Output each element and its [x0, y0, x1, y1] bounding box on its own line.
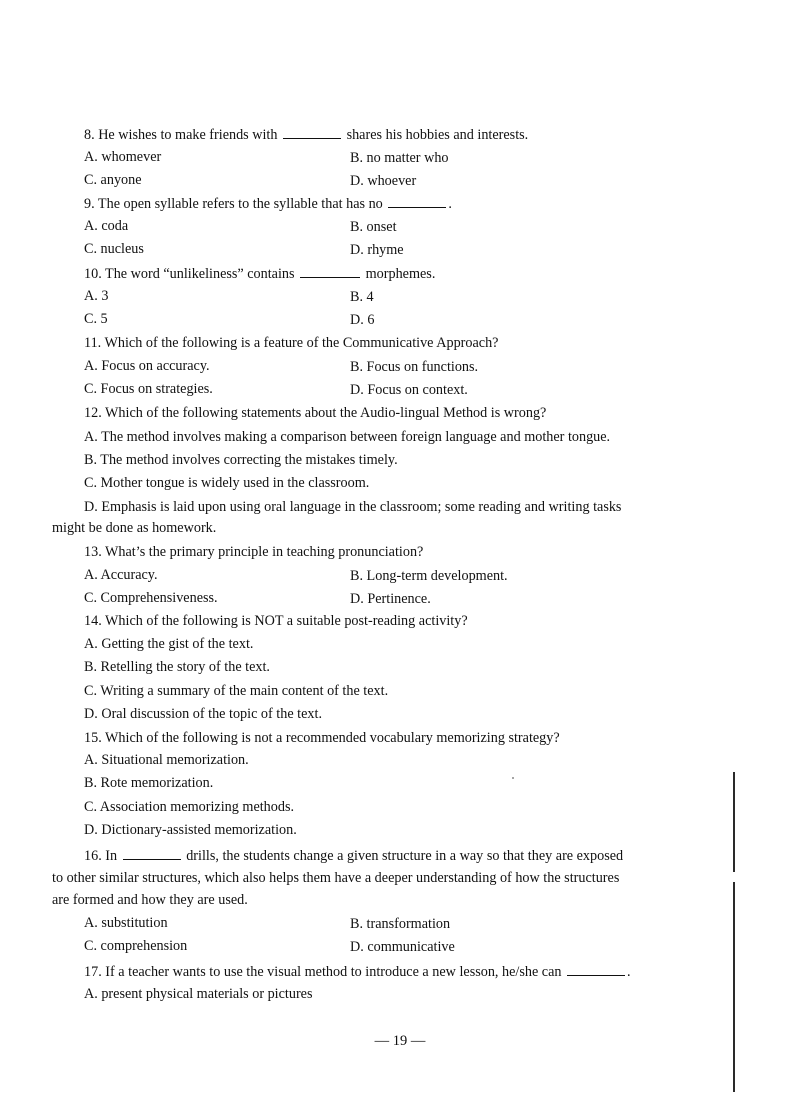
q9-stem-text-end: . — [448, 196, 452, 212]
q17-stem-text: 17. If a teacher wants to use the visual method to introduce a new lesson, he/she can — [84, 964, 562, 980]
q16-stem-line-2: to other similar structures, which also helps them have a deeper understanding of how the structures — [52, 870, 620, 886]
q10-option-c: C. 5 — [84, 311, 108, 327]
scan-speck — [512, 777, 514, 779]
answer-blank — [388, 194, 446, 208]
answer-blank — [283, 125, 341, 139]
q13-option-a: A. Accuracy. — [84, 567, 158, 583]
q16-option-b: B. transformation — [350, 916, 451, 932]
question-13-stem: 13. What’s the primary principle in teaching pronunciation? — [84, 544, 424, 560]
q17-stem-text-end: . — [627, 964, 631, 980]
q12-option-c: C. Mother tongue is widely used in the classroom. — [84, 475, 370, 491]
scan-edge-line — [733, 772, 735, 872]
question-15-stem: 15. Which of the following is not a recommended vocabulary memorizing strategy? — [84, 730, 560, 746]
q10-option-d: D. 6 — [350, 312, 375, 328]
q11-option-a: A. Focus on accuracy. — [84, 358, 210, 374]
question-16-stem — [84, 846, 623, 864]
q8-stem-text-end: shares his hobbies and interests. — [346, 127, 529, 143]
question-10-stem — [84, 264, 435, 282]
q11-option-d: D. Focus on context. — [350, 382, 468, 398]
q16-stem-line-3: are formed and how they are used. — [52, 892, 248, 908]
q12-option-d-continued: might be done as homework. — [52, 520, 217, 536]
answer-blank — [567, 962, 625, 976]
q11-option-c: C. Focus on strategies. — [84, 381, 213, 397]
scan-edge-line — [733, 882, 735, 1092]
question-11-stem: 11. Which of the following is a feature of the Communicative Approach? — [84, 335, 499, 351]
q16-stem-text: 16. In — [84, 848, 118, 864]
q9-option-b: B. onset — [350, 219, 397, 235]
q14-option-b: B. Retelling the story of the text. — [84, 659, 270, 675]
q13-option-b: B. Long-term development. — [350, 568, 508, 584]
q12-option-b: B. The method involves correcting the mistakes timely. — [84, 452, 398, 468]
question-17-stem — [84, 962, 631, 980]
q12-option-a: A. The method involves making a comparison between foreign language and mother tongue. — [84, 429, 611, 445]
q9-option-d: D. rhyme — [350, 242, 404, 258]
q10-stem-text-end: morphemes. — [365, 266, 436, 282]
question-8-stem — [84, 125, 528, 143]
q12-option-d: D. Emphasis is laid upon using oral language in the classroom; some reading and writing tasks — [84, 499, 622, 515]
q8-option-d: D. whoever — [350, 173, 417, 189]
q13-option-c: C. Comprehensiveness. — [84, 590, 218, 606]
q8-stem-text: 8. He wishes to make friends with — [84, 127, 278, 143]
q8-option-c: C. anyone — [84, 172, 142, 188]
q13-option-d: D. Pertinence. — [350, 591, 431, 607]
q16-stem-text-end: drills, the students change a given structure in a way so that they are exposed — [186, 848, 624, 864]
answer-blank — [300, 264, 360, 278]
q15-option-c: C. Association memorizing methods. — [84, 799, 295, 815]
q10-option-a: A. 3 — [84, 288, 109, 304]
q16-option-d: D. communicative — [350, 939, 455, 955]
question-9-stem — [84, 194, 452, 212]
q16-option-c: C. comprehension — [84, 938, 188, 954]
q9-option-c: C. nucleus — [84, 241, 144, 257]
q9-stem-text: 9. The open syllable refers to the syllable that has no — [84, 196, 383, 212]
q14-option-d: D. Oral discussion of the topic of the text. — [84, 706, 322, 722]
q14-option-a: A. Getting the gist of the text. — [84, 636, 254, 652]
q10-option-b: B. 4 — [350, 289, 374, 305]
answer-blank — [123, 846, 181, 860]
question-12-stem: 12. Which of the following statements about the Audio-lingual Method is wrong? — [84, 405, 547, 421]
q11-option-b: B. Focus on functions. — [350, 359, 479, 375]
q15-option-d: D. Dictionary-assisted memorization. — [84, 822, 297, 838]
q15-option-b: B. Rote memorization. — [84, 775, 214, 791]
question-14-stem: 14. Which of the following is NOT a suitable post-reading activity? — [84, 613, 468, 629]
q17-option-a: A. present physical materials or pictures — [84, 986, 313, 1002]
q14-option-c: C. Writing a summary of the main content of the text. — [84, 683, 389, 699]
q8-option-a: A. whomever — [84, 149, 162, 165]
q16-option-a: A. substitution — [84, 915, 168, 931]
q9-option-a: A. coda — [84, 218, 129, 234]
q10-stem-text: 10. The word “unlikeliness” contains — [84, 266, 295, 282]
q8-option-b: B. no matter who — [350, 150, 449, 166]
page-number: — 19 — — [374, 1033, 426, 1049]
q15-option-a: A. Situational memorization. — [84, 752, 249, 768]
